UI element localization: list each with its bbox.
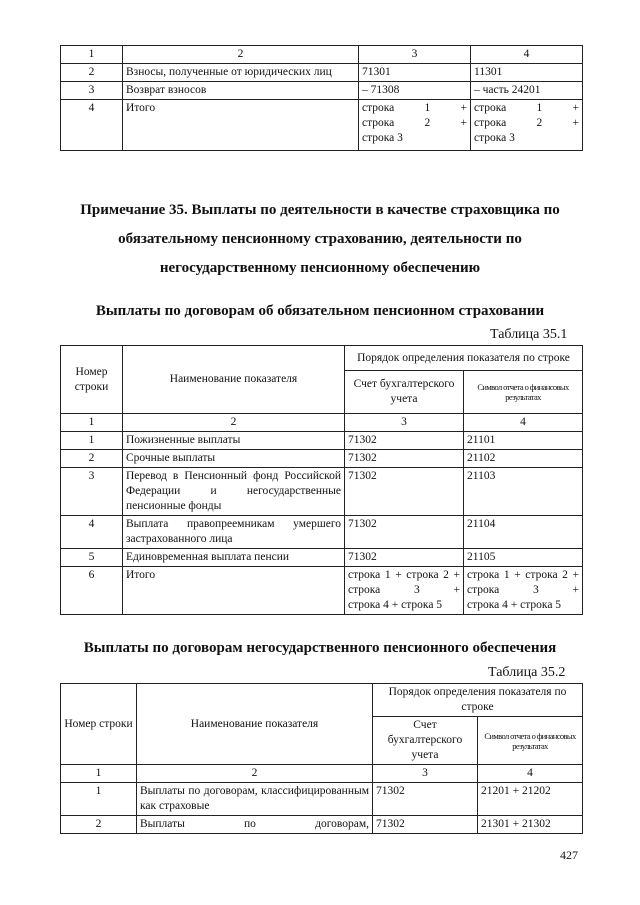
page-number: 427 bbox=[560, 848, 578, 862]
col-num-1: 1 bbox=[61, 765, 137, 783]
header-account: Счет бухгалтерского учета bbox=[373, 717, 478, 765]
table-row bbox=[61, 432, 583, 450]
row-name: Итого bbox=[123, 100, 359, 151]
col-num-1: 1 bbox=[61, 414, 123, 432]
account-line: строка 2 + bbox=[362, 117, 467, 129]
header-symbol: Символ отчета о финансовых результатах bbox=[464, 371, 583, 414]
row-number: 2 bbox=[61, 64, 123, 82]
header-account: Счет бухгалтерского учета bbox=[345, 371, 464, 414]
row-account: 71302 bbox=[345, 516, 464, 549]
header-row-number: Номер строки bbox=[61, 684, 137, 765]
top-table bbox=[60, 45, 583, 151]
table-row bbox=[61, 783, 583, 816]
note-heading bbox=[60, 196, 580, 283]
header-order: Порядок определения показателя по строке bbox=[345, 346, 583, 371]
col-num-4: 4 bbox=[464, 414, 583, 432]
row-number: 4 bbox=[61, 100, 123, 151]
row-symbol: 21301 + 21302 bbox=[478, 816, 583, 834]
row-name: Итого bbox=[123, 567, 345, 615]
row-name: Перевод в Пенсионный фонд Российской Федерации и негосударственные пенсионные фонды bbox=[123, 468, 345, 516]
note-line: обязательному пенсионному страхованию, деятельности по bbox=[118, 231, 522, 247]
note-line: негосударственному пенсионному обеспечению bbox=[159, 260, 481, 276]
row-number: 4 bbox=[61, 516, 123, 549]
row-name: Выплаты по договорам, bbox=[137, 816, 373, 834]
header-indicator-name: Наименование показателя bbox=[137, 684, 373, 765]
row-number: 3 bbox=[61, 468, 123, 516]
col-num-3: 3 bbox=[373, 765, 478, 783]
row-account: 71302 bbox=[345, 450, 464, 468]
account-line: строка 3 + bbox=[348, 584, 460, 596]
account-line: строка 3 bbox=[362, 132, 403, 144]
table-row bbox=[61, 549, 583, 567]
row-number: 1 bbox=[61, 432, 123, 450]
table-row bbox=[61, 567, 583, 615]
row-account: 71302 bbox=[345, 549, 464, 567]
symbol-line: строка 3 bbox=[474, 132, 515, 144]
table-35-2 bbox=[60, 683, 583, 834]
symbol-line: строка 1 + строка 2 + bbox=[467, 569, 580, 581]
account-line: строка 4 + строка 5 bbox=[348, 599, 443, 611]
row-symbol: 21105 bbox=[464, 549, 583, 567]
table-row bbox=[61, 468, 583, 516]
row-symbol: 21104 bbox=[464, 516, 583, 549]
row-symbol bbox=[464, 567, 583, 615]
row-name: Возврат взносов bbox=[123, 82, 359, 100]
row-number: 5 bbox=[61, 549, 123, 567]
section2-caption: Таблица 35.2 bbox=[488, 665, 566, 680]
row-symbol: 21201 + 21202 bbox=[478, 783, 583, 816]
row-account: 71302 bbox=[345, 432, 464, 450]
col-num-3: 3 bbox=[359, 46, 471, 64]
row-symbol: 21102 bbox=[464, 450, 583, 468]
row-symbol: 21101 bbox=[464, 432, 583, 450]
col-num-2: 2 bbox=[123, 46, 359, 64]
table-row bbox=[61, 100, 583, 151]
table-row bbox=[61, 450, 583, 468]
row-account bbox=[345, 567, 464, 615]
row-number: 3 bbox=[61, 82, 123, 100]
row-name: Взносы, полученные от юридических лиц bbox=[123, 64, 359, 82]
col-num-4: 4 bbox=[471, 46, 583, 64]
col-num-1: 1 bbox=[61, 46, 123, 64]
symbol-line: строка 3 + bbox=[467, 584, 580, 596]
row-account: – 71308 bbox=[359, 82, 471, 100]
note-line: Примечание 35. Выплаты по деятельности в качестве страховщика по bbox=[80, 202, 560, 218]
col-num-4: 4 bbox=[478, 765, 583, 783]
section1-title: Выплаты по договорам об обязательном пенсионном страховании bbox=[95, 303, 545, 319]
row-symbol: 21103 bbox=[464, 468, 583, 516]
table-35-1 bbox=[60, 345, 583, 615]
row-number: 6 bbox=[61, 567, 123, 615]
table-row bbox=[61, 516, 583, 549]
row-number: 1 bbox=[61, 783, 137, 816]
table-row bbox=[61, 816, 583, 834]
row-account bbox=[359, 100, 471, 151]
symbol-line: строка 2 + bbox=[474, 117, 579, 129]
header-order: Порядок определения показателя по строке bbox=[373, 684, 583, 717]
row-symbol bbox=[471, 100, 583, 151]
account-line: строка 1 + строка 2 + bbox=[348, 569, 460, 581]
row-name: Срочные выплаты bbox=[123, 450, 345, 468]
row-symbol: – часть 24201 bbox=[471, 82, 583, 100]
row-number: 2 bbox=[61, 450, 123, 468]
col-num-2: 2 bbox=[123, 414, 345, 432]
section1-caption: Таблица 35.1 bbox=[490, 327, 568, 342]
row-symbol: 11301 bbox=[471, 64, 583, 82]
header-symbol: Символ отчета о финансовых результатах bbox=[478, 717, 583, 765]
symbol-line: строка 1 + bbox=[474, 102, 579, 114]
header-row-number: Номер строки bbox=[61, 346, 123, 414]
header-indicator-name: Наименование показателя bbox=[123, 346, 345, 414]
row-account: 71302 bbox=[373, 816, 478, 834]
row-account: 71302 bbox=[345, 468, 464, 516]
row-account: 71301 bbox=[359, 64, 471, 82]
section2-title: Выплаты по договорам негосударственного пенсионного обеспечения bbox=[83, 640, 557, 656]
table-row bbox=[61, 82, 583, 100]
row-number: 2 bbox=[61, 816, 137, 834]
account-line: строка 1 + bbox=[362, 102, 467, 114]
row-name: Пожизненные выплаты bbox=[123, 432, 345, 450]
table-row bbox=[61, 64, 583, 82]
row-name: Выплата правопреемникам умершего застрахованного лица bbox=[123, 516, 345, 549]
row-name: Единовременная выплата пенсии bbox=[123, 549, 345, 567]
col-num-3: 3 bbox=[345, 414, 464, 432]
symbol-line: строка 4 + строка 5 bbox=[467, 599, 562, 611]
col-num-2: 2 bbox=[137, 765, 373, 783]
row-account: 71302 bbox=[373, 783, 478, 816]
row-name: Выплаты по договорам, классифицированным как страховые bbox=[137, 783, 373, 816]
